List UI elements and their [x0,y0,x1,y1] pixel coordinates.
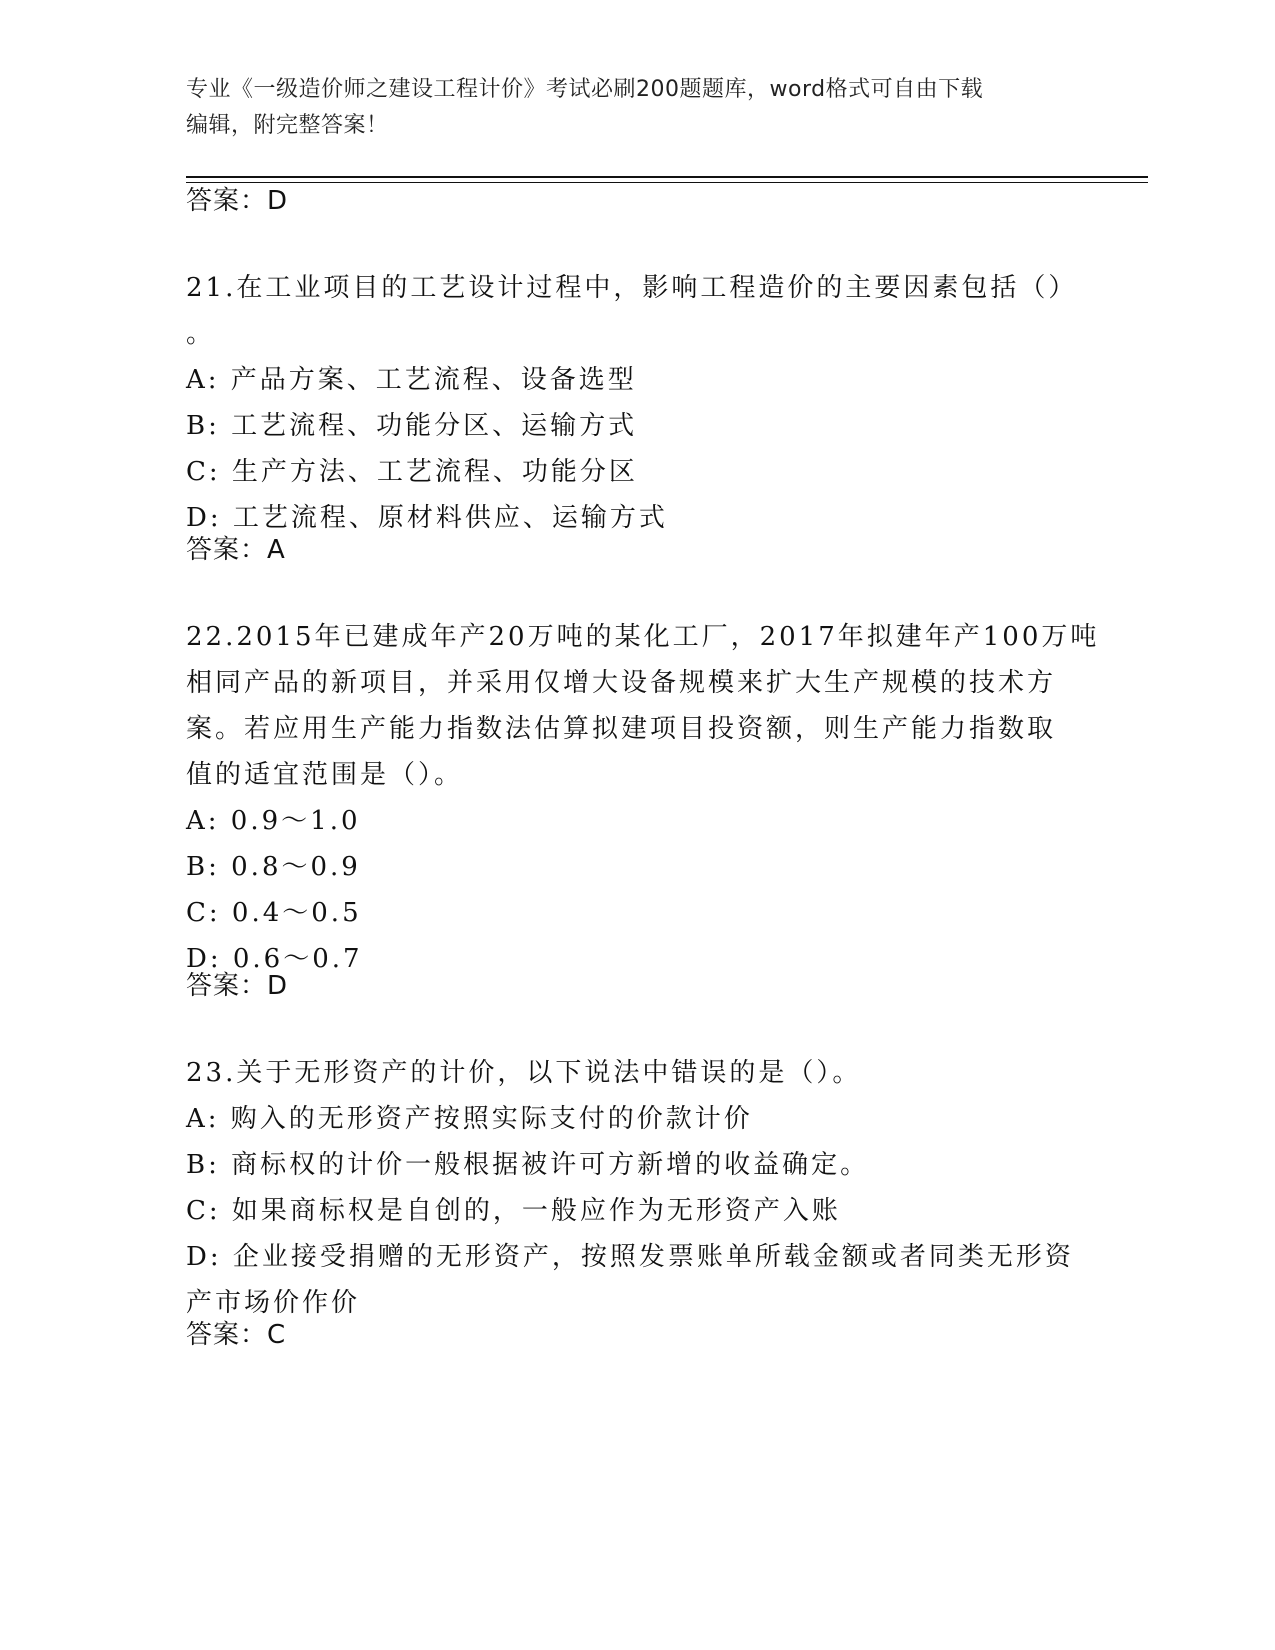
question-23 [186,1050,1076,1326]
question-21-stem: 21.在工业项目的工艺设计过程中，影响工程造价的主要因素包括（） [186,273,1078,303]
question-21-option-b: B: 工艺流程、功能分区、运输方式 [186,411,638,441]
question-22-stem-cont-2: 案。若应用生产能力指数法估算拟建项目投资额，则生产能力指数取 [186,714,1057,744]
question-23-answer: 答案：C [186,1320,287,1350]
question-23-option-b: B: 商标权的计价一般根据被许可方新增的收益确定。 [186,1150,870,1180]
header-line-1: 专业《一级造价师之建设工程计价》考试必刷200题题库，word格式可自由下载 [186,77,984,102]
question-21-option-d: D: 工艺流程、原材料供应、运输方式 [186,503,668,533]
question-22-option-a: A: 0.9～1.0 [186,806,361,836]
header-divider-thick [186,176,1148,178]
previous-answer: 答案：D [186,186,289,216]
question-22-stem-cont-1: 相同产品的新项目，并采用仅增大设备规模来扩大生产规模的技术方 [186,668,1057,698]
question-21 [186,265,1076,541]
question-23-option-c: C: 如果商标权是自创的，一般应作为无形资产入账 [186,1196,841,1226]
question-22-option-c: C: 0.4～0.5 [186,898,362,928]
question-22-answer: 答案：D [186,971,289,1001]
question-23-option-a: A: 购入的无形资产按照实际支付的价款计价 [186,1104,753,1134]
question-23-option-d-cont: 产市场价作价 [186,1288,361,1318]
question-21-stem-cont: 。 [186,319,216,349]
question-22-option-d: D: 0.6～0.7 [186,944,363,974]
question-21-option-c: C: 生产方法、工艺流程、功能分区 [186,457,638,487]
question-21-option-a: A: 产品方案、工艺流程、设备选型 [186,365,637,395]
question-22-stem: 22.2015年已建成年产20万吨的某化工厂，2017年拟建年产100万吨 [186,622,1100,652]
question-23-stem: 23.关于无形资产的计价，以下说法中错误的是（）。 [186,1058,862,1088]
header-divider-thin [186,182,1148,183]
question-22-stem-cont-3: 值的适宜范围是（）。 [186,760,464,790]
question-23-option-d: D: 企业接受捐赠的无形资产，按照发票账单所载金额或者同类无形资 [186,1242,1074,1272]
page-header [186,72,1066,144]
question-21-answer: 答案：A [186,535,286,565]
question-22 [186,614,1100,982]
question-22-option-b: B: 0.8～0.9 [186,852,361,882]
header-line-2: 编辑，附完整答案！ [186,113,389,138]
